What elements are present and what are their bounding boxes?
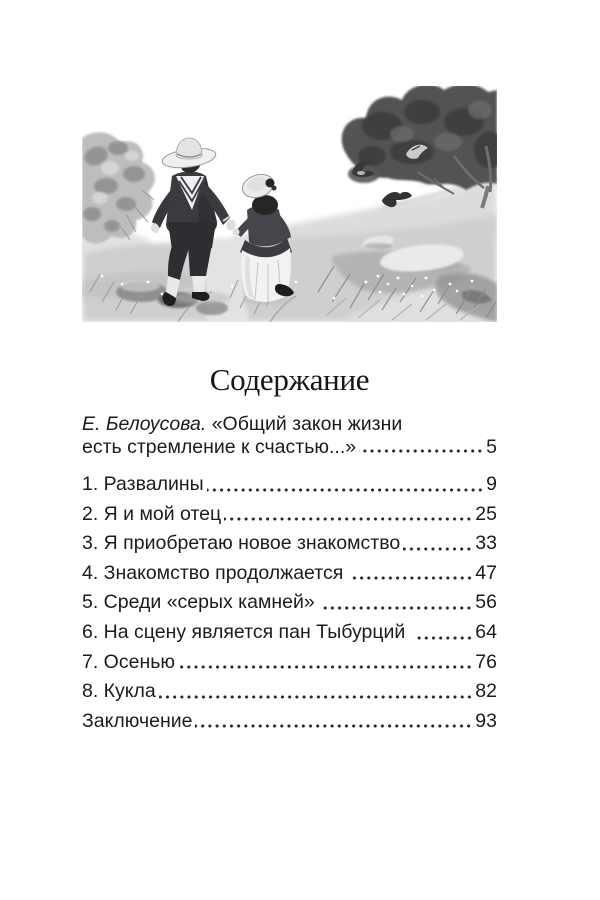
preface-page-number: 5	[486, 435, 497, 458]
preface-author: Е. Белоусова.	[82, 413, 207, 435]
preface-title-part1: «Общий закон жизни	[206, 413, 403, 435]
illustration	[82, 86, 497, 322]
dot-leader	[352, 576, 475, 580]
toc-entry-page: 93	[475, 709, 497, 732]
dot-leader	[207, 488, 485, 492]
toc-entry-page: 76	[475, 650, 497, 673]
dot-leader	[414, 636, 475, 640]
dot-leader	[323, 606, 474, 610]
page-title: Содержание	[209, 362, 370, 397]
toc-entry-page: 82	[475, 680, 497, 703]
toc-entry	[82, 648, 497, 678]
toc-entry-label: 3. Я приобретаю новое знакомство	[82, 532, 401, 555]
toc-preface-entry	[82, 413, 497, 458]
toc-entry	[82, 677, 497, 707]
toc-entry-label: 8. Кукла	[82, 680, 156, 703]
toc-entry-label: 4. Знакомство продолжается	[82, 561, 349, 584]
toc-entry-label: Заключение	[82, 709, 193, 732]
dot-leader	[195, 724, 474, 728]
toc-entry-label: 1. Развалины	[82, 473, 204, 495]
toc-entry-label: 6. На сцену является пан Тыбурций	[82, 620, 411, 643]
toc-entry	[82, 559, 497, 589]
toc-entry-label: 2. Я и мой отец	[82, 502, 222, 525]
bush	[82, 132, 155, 260]
dot-leader	[359, 449, 485, 453]
toc-entry-page: 47	[475, 561, 497, 584]
dot-leader	[403, 547, 474, 551]
toc-entry-page: 56	[475, 591, 497, 614]
toc-entry	[82, 470, 497, 500]
boy-hat	[161, 138, 217, 171]
dot-leader	[224, 517, 474, 521]
dot-leader	[159, 695, 475, 699]
dot-leader	[178, 665, 474, 669]
preface-line1	[82, 413, 497, 436]
toc-entry-label: 5. Среди «серых камней»	[82, 591, 321, 614]
toc-entry-page: 64	[475, 620, 497, 643]
toc-entry-page: 25	[475, 502, 497, 525]
table-of-contents	[82, 470, 497, 736]
toc-entry-page: 9	[486, 473, 497, 495]
preface-title-part2: есть стремление к счастью...»	[82, 435, 357, 458]
toc-entry-page: 33	[475, 532, 497, 555]
toc-entry	[82, 707, 497, 737]
toc-entry	[82, 588, 497, 618]
toc-entry	[82, 500, 497, 530]
toc-entry-label: 7. Осенью	[82, 650, 175, 673]
toc-entry	[82, 618, 497, 648]
toc-entry	[82, 529, 497, 559]
preface-line2	[82, 436, 497, 459]
